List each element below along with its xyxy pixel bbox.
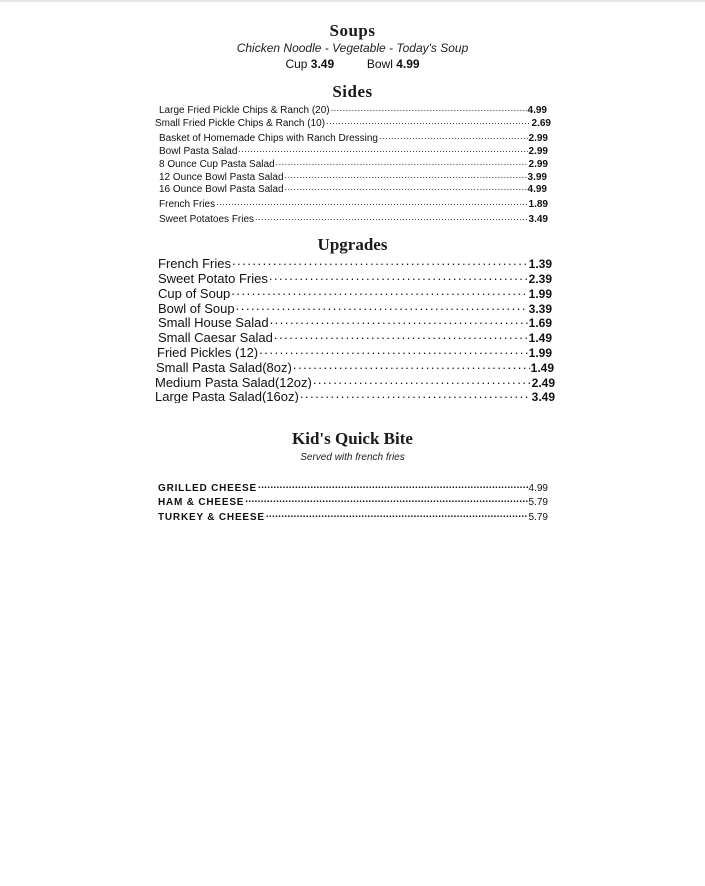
cup-price: 3.49 bbox=[310, 57, 335, 71]
upgrade-item bbox=[158, 300, 552, 315]
upgrade-item bbox=[158, 329, 552, 344]
item-name: Small Caesar Salad bbox=[158, 330, 273, 344]
leader-dots bbox=[266, 510, 528, 520]
item-name: Large Fried Pickle Chips & Ranch (20) bbox=[159, 105, 330, 116]
item-name: Cup of Soup bbox=[158, 286, 231, 300]
bowl-label: Bowl bbox=[366, 57, 393, 71]
sides-item bbox=[159, 182, 547, 195]
item-price: 3.99 bbox=[527, 172, 547, 183]
sides-item bbox=[159, 212, 548, 225]
item-price: 5.79 bbox=[528, 497, 548, 508]
item-name: TURKEY & CHEESE bbox=[158, 512, 265, 523]
leader-dots bbox=[313, 374, 531, 387]
sides-item bbox=[159, 103, 547, 116]
item-name: 8 Ounce Cup Pasta Salad bbox=[159, 159, 275, 170]
kids-subtitle: Served with french fries bbox=[300, 452, 405, 463]
item-name: Medium Pasta Salad(12oz) bbox=[155, 375, 312, 389]
kids-item bbox=[158, 495, 548, 508]
leader-dots bbox=[285, 170, 527, 180]
item-price: 2.99 bbox=[528, 159, 548, 170]
item-name: Small House Salad bbox=[158, 315, 269, 329]
leader-dots bbox=[270, 314, 528, 327]
upgrade-item bbox=[158, 270, 552, 285]
soups-varieties: Chicken Noodle - Vegetable - Today's Soup bbox=[236, 41, 469, 55]
item-name: 12 Ounce Bowl Pasta Salad bbox=[159, 172, 284, 183]
item-price: 3.49 bbox=[531, 390, 555, 403]
item-name: French Fries bbox=[158, 256, 231, 270]
item-price: 1.99 bbox=[528, 287, 552, 300]
leader-dots bbox=[258, 481, 528, 491]
item-price: 3.49 bbox=[528, 214, 548, 225]
upgrade-item bbox=[158, 285, 552, 300]
item-name: Small Pasta Salad(8oz) bbox=[156, 360, 292, 374]
item-price: 3.39 bbox=[528, 302, 552, 315]
item-price: 4.99 bbox=[527, 184, 547, 195]
upgrade-item bbox=[155, 388, 555, 403]
upgrade-item bbox=[157, 344, 552, 359]
soups-prices bbox=[0, 57, 705, 71]
sides-item bbox=[159, 157, 548, 170]
item-price: 1.99 bbox=[528, 346, 552, 359]
item-price: 2.39 bbox=[528, 272, 552, 285]
item-price: 2.69 bbox=[531, 118, 551, 129]
leader-dots bbox=[259, 344, 528, 357]
item-name: Small Fried Pickle Chips & Ranch (10) bbox=[155, 118, 326, 129]
leader-dots bbox=[255, 212, 527, 222]
leader-dots bbox=[276, 157, 528, 167]
leader-dots bbox=[274, 329, 528, 342]
item-name: GRILLED CHEESE bbox=[158, 483, 257, 494]
upgrade-item bbox=[158, 314, 552, 329]
item-price: 2.99 bbox=[528, 133, 548, 144]
upgrade-item bbox=[158, 255, 552, 270]
item-name: Sweet Potato Fries bbox=[158, 271, 268, 285]
item-price: 5.79 bbox=[528, 512, 548, 523]
item-price: 2.49 bbox=[531, 376, 555, 389]
soups-heading: Soups bbox=[329, 21, 376, 40]
item-price: 2.99 bbox=[528, 146, 548, 157]
item-name: Large Pasta Salad(16oz) bbox=[155, 389, 299, 403]
leader-dots bbox=[285, 182, 527, 192]
top-border bbox=[0, 0, 705, 2]
leader-dots bbox=[379, 131, 528, 141]
leader-dots bbox=[326, 116, 530, 126]
item-name: Fried Pickles (12) bbox=[157, 345, 259, 359]
item-price: 1.89 bbox=[528, 199, 548, 210]
leader-dots bbox=[231, 285, 527, 298]
leader-dots bbox=[300, 388, 531, 401]
item-name: Basket of Homemade Chips with Ranch Dressing bbox=[159, 133, 378, 144]
leader-dots bbox=[269, 270, 528, 283]
item-name: French Fries bbox=[159, 199, 216, 210]
leader-dots bbox=[236, 300, 528, 313]
sides-item bbox=[155, 116, 551, 129]
leader-dots bbox=[245, 495, 527, 505]
item-price: 1.49 bbox=[528, 331, 552, 344]
sides-item bbox=[159, 144, 548, 157]
kids-item bbox=[158, 510, 548, 523]
item-price: 1.39 bbox=[528, 257, 552, 270]
kids-item bbox=[158, 481, 548, 494]
leader-dots bbox=[293, 359, 530, 372]
kids-heading: Kid's Quick Bite bbox=[292, 429, 413, 448]
upgrade-item bbox=[156, 359, 554, 374]
leader-dots bbox=[331, 103, 527, 113]
item-name: HAM & CHEESE bbox=[158, 497, 245, 508]
item-price: 1.69 bbox=[528, 316, 552, 329]
item-name: 16 Ounce Bowl Pasta Salad bbox=[159, 184, 284, 195]
leader-dots bbox=[216, 197, 527, 207]
sides-item bbox=[159, 131, 548, 144]
sides-item bbox=[159, 197, 548, 210]
leader-dots bbox=[232, 255, 528, 268]
upgrade-item bbox=[155, 374, 555, 389]
item-name: Bowl of Soup bbox=[158, 301, 235, 315]
upgrades-heading: Upgrades bbox=[317, 235, 388, 254]
bowl-price: 4.99 bbox=[396, 57, 420, 71]
item-price: 1.49 bbox=[530, 361, 554, 374]
sides-heading: Sides bbox=[332, 82, 373, 101]
item-name: Sweet Potatoes Fries bbox=[159, 214, 255, 225]
item-price: 4.99 bbox=[528, 483, 548, 494]
item-price: 4.99 bbox=[527, 105, 547, 116]
leader-dots bbox=[238, 144, 527, 154]
item-name: Bowl Pasta Salad bbox=[159, 146, 238, 157]
cup-label: Cup bbox=[285, 57, 308, 71]
